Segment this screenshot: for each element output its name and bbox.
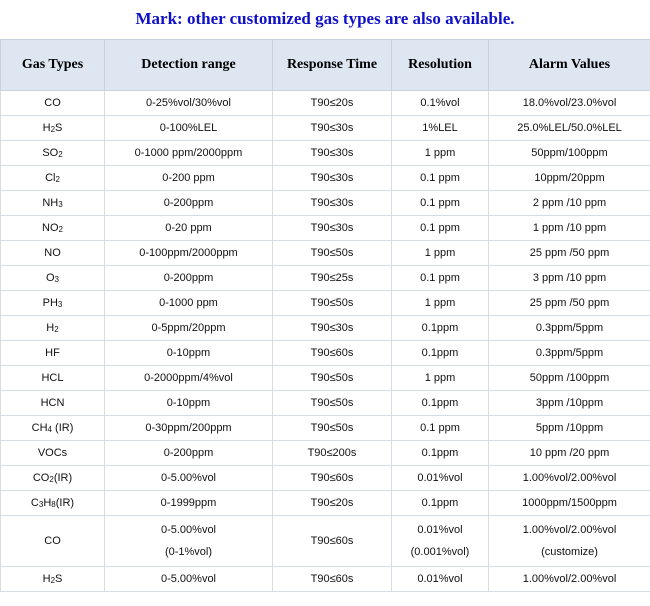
table-body <box>1 91 650 592</box>
cell-text: T90≤50s <box>310 247 354 259</box>
response-time-cell <box>273 141 392 166</box>
alarm-values-cell <box>489 116 650 141</box>
cell-text: T90≤200s <box>307 447 357 459</box>
gas-formula-subscript: 2 <box>50 125 56 134</box>
cell-text: 0-30ppm/200ppm <box>145 422 232 434</box>
cell-text: 0.1 ppm <box>420 222 460 234</box>
cell-text: 5ppm /10ppm <box>535 422 604 434</box>
detection-range-cell <box>105 567 273 592</box>
resolution-cell <box>392 166 489 191</box>
detection-range-cell <box>105 166 273 191</box>
cell-text: 0-200ppm <box>163 197 214 209</box>
gas-formula-text: C <box>30 497 39 509</box>
cell-text: 0-10ppm <box>166 347 211 359</box>
response-time-cell <box>273 116 392 141</box>
resolution-cell <box>392 141 489 166</box>
detection-range-cell <box>105 416 273 441</box>
cell-text: (0.001%vol) <box>410 546 470 558</box>
gas-type-cell <box>1 216 105 241</box>
cell-text: 0-100%LEL <box>159 122 218 134</box>
gas-type-cell <box>1 391 105 416</box>
detection-range-cell <box>105 241 273 266</box>
cell-text: 1.00%vol/2.00%vol <box>522 573 617 585</box>
cell-text: 1 ppm /10 ppm <box>532 222 607 234</box>
table-row <box>1 466 650 491</box>
cell-text: (customize) <box>541 546 598 558</box>
gas-formula-text: HCL <box>41 372 64 384</box>
cell-text: 25 ppm /50 ppm <box>529 297 610 309</box>
gas-type-cell <box>1 416 105 441</box>
gas-type-cell <box>1 291 105 316</box>
cell-text: 25.0%LEL/50.0%LEL <box>517 122 622 134</box>
gas-type-cell <box>1 516 105 567</box>
table-row <box>1 116 650 141</box>
resolution-cell <box>392 291 489 316</box>
gas-type-cell <box>1 166 105 191</box>
detection-range-cell <box>105 116 273 141</box>
gas-type-cell <box>1 191 105 216</box>
detection-range-cell <box>105 216 273 241</box>
cell-text: T90≤30s <box>310 172 354 184</box>
response-time-cell <box>273 441 392 466</box>
table-row <box>1 391 650 416</box>
cell-text: 0.01%vol <box>417 524 463 536</box>
cell-text: 0.1 ppm <box>420 272 460 284</box>
gas-formula-text: CO <box>44 97 61 109</box>
table-row <box>1 516 650 567</box>
gas-type-cell <box>1 491 105 516</box>
cell-text: T90≤30s <box>310 122 354 134</box>
response-time-cell <box>273 241 392 266</box>
gas-formula-subscript: 8 <box>51 500 56 509</box>
alarm-values-cell <box>489 166 650 191</box>
resolution-cell <box>392 316 489 341</box>
response-time-cell <box>273 491 392 516</box>
detection-range-cell <box>105 266 273 291</box>
gas-formula-subscript: 2 <box>58 225 63 234</box>
gas-formula-text: CO <box>32 472 50 484</box>
gas-type-cell <box>1 116 105 141</box>
resolution-cell <box>392 466 489 491</box>
resolution-cell <box>392 266 489 291</box>
alarm-values-cell <box>489 266 650 291</box>
resolution-cell <box>392 491 489 516</box>
cell-text: 1 ppm <box>424 297 456 309</box>
gas-formula-text: S <box>55 122 63 134</box>
cell-text: T90≤50s <box>310 372 354 384</box>
cell-text: 0.1 ppm <box>420 197 460 209</box>
cell-text: 0.1ppm <box>421 347 459 359</box>
detection-range-cell <box>105 466 273 491</box>
gas-formula-subscript: 2 <box>49 475 54 484</box>
cell-text: 2 ppm /10 ppm <box>532 197 607 209</box>
cell-text: 0.1%vol <box>420 97 460 109</box>
gas-formula-text: H <box>42 122 51 134</box>
cell-text: 0.3ppm/5ppm <box>535 347 604 359</box>
gas-formula-text: H <box>46 322 55 334</box>
resolution-cell <box>392 516 489 567</box>
alarm-values-cell <box>489 291 650 316</box>
resolution-cell <box>392 191 489 216</box>
cell-text: 10ppm/20ppm <box>534 172 605 184</box>
cell-text: 1 ppm <box>424 247 456 259</box>
detection-range-cell <box>105 291 273 316</box>
gas-formula-text: PH <box>42 297 58 309</box>
cell-text: T90≤60s <box>310 573 354 585</box>
cell-text: 0-5.00%vol <box>160 472 217 484</box>
detection-range-cell <box>105 341 273 366</box>
detection-range-cell <box>105 316 273 341</box>
cell-text: 0.1ppm <box>421 497 459 509</box>
cell-text: 0-200ppm <box>163 447 214 459</box>
cell-text: 0-100ppm/2000ppm <box>139 247 238 259</box>
detection-range-cell <box>105 516 273 567</box>
cell-text: 1 ppm <box>424 147 456 159</box>
cell-text: 1.00%vol/2.00%vol <box>522 472 617 484</box>
cell-text: 0-1999ppm <box>160 497 217 509</box>
cell-text: 25 ppm /50 ppm <box>529 247 610 259</box>
gas-formula-text: O <box>45 272 55 284</box>
cell-text: 0-20 ppm <box>165 222 212 234</box>
cell-text: 0.1ppm <box>421 397 459 409</box>
response-time-cell <box>273 366 392 391</box>
cell-text: T90≤30s <box>310 197 354 209</box>
table-row <box>1 491 650 516</box>
resolution-cell <box>392 416 489 441</box>
cell-text: 0-1000 ppm/2000ppm <box>134 147 243 159</box>
detection-range-cell <box>105 141 273 166</box>
resolution-cell <box>392 241 489 266</box>
cell-text: 1 ppm <box>424 372 456 384</box>
gas-formula-subscript: 3 <box>57 300 63 309</box>
resolution-cell <box>392 441 489 466</box>
alarm-values-cell <box>489 191 650 216</box>
detection-range-cell <box>105 191 273 216</box>
detection-range-cell <box>105 366 273 391</box>
response-time-cell <box>273 266 392 291</box>
gas-formula-subscript: 3 <box>54 275 59 284</box>
alarm-values-cell <box>489 141 650 166</box>
gas-formula-text: CO <box>44 535 61 547</box>
gas-type-cell <box>1 91 105 116</box>
cell-text: T90≤30s <box>310 222 354 234</box>
alarm-values-cell <box>489 91 650 116</box>
resolution-cell <box>392 116 489 141</box>
alarm-values-cell <box>489 441 650 466</box>
cell-text: 18.0%vol/23.0%vol <box>522 97 617 109</box>
alarm-values-cell <box>489 216 650 241</box>
table-row <box>1 441 650 466</box>
cell-text: 0.1 ppm <box>420 172 460 184</box>
response-time-cell <box>273 416 392 441</box>
resolution-cell <box>392 366 489 391</box>
cell-text: T90≤20s <box>310 97 354 109</box>
gas-formula-text: NH <box>42 197 59 209</box>
gas-type-cell <box>1 241 105 266</box>
cell-text: 0-2000ppm/4%vol <box>144 372 233 384</box>
response-time-cell <box>273 567 392 592</box>
cell-text: 0-1000 ppm <box>159 297 218 309</box>
alarm-values-cell <box>489 316 650 341</box>
cell-text: 0-5.00%vol <box>160 573 217 585</box>
cell-text: T90≤50s <box>310 422 354 434</box>
alarm-values-cell <box>489 241 650 266</box>
resolution-cell <box>392 341 489 366</box>
detection-range-cell <box>105 491 273 516</box>
gas-formula-text: H <box>42 573 51 585</box>
gas-formula-text: S <box>55 573 63 585</box>
gas-formula-text: (IR) <box>51 422 74 434</box>
gas-formula-text: CH <box>31 422 48 434</box>
table-row <box>1 366 650 391</box>
response-time-cell <box>273 516 392 567</box>
detection-range-cell <box>105 91 273 116</box>
cell-text: T90≤30s <box>310 322 354 334</box>
response-time-cell <box>273 391 392 416</box>
cell-text: T90≤25s <box>310 272 354 284</box>
gas-formula-subscript: 2 <box>54 325 59 334</box>
gas-formula-text: H <box>43 497 52 509</box>
table-row <box>1 416 650 441</box>
cell-text: 1.00%vol/2.00%vol <box>522 524 617 536</box>
cell-text: T90≤20s <box>310 497 354 509</box>
response-time-cell <box>273 91 392 116</box>
cell-text: 0.1ppm <box>421 447 459 459</box>
response-time-cell <box>273 166 392 191</box>
gas-type-cell <box>1 266 105 291</box>
cell-text: 0.01%vol <box>417 472 463 484</box>
cell-text: 0.1 ppm <box>420 422 460 434</box>
alarm-values-cell <box>489 567 650 592</box>
gas-spec-table <box>0 39 650 592</box>
header-response-time: Response Time <box>273 40 392 91</box>
gas-formula-text: SO <box>42 147 59 159</box>
gas-type-cell <box>1 466 105 491</box>
cell-text: 0.01%vol <box>417 573 463 585</box>
resolution-cell <box>392 391 489 416</box>
cell-text: 50ppm/100ppm <box>531 147 608 159</box>
gas-formula-subscript: 3 <box>58 200 63 209</box>
gas-type-cell <box>1 567 105 592</box>
gas-formula-subscript: 2 <box>55 175 60 184</box>
table-row <box>1 91 650 116</box>
resolution-cell <box>392 567 489 592</box>
gas-formula-text: NO <box>42 222 59 234</box>
cell-text: 0-25%vol/30%vol <box>146 97 231 109</box>
cell-text: 0.3ppm/5ppm <box>535 322 604 334</box>
table-row <box>1 341 650 366</box>
table-row <box>1 166 650 191</box>
gas-formula-text: HF <box>45 347 60 359</box>
response-time-cell <box>273 341 392 366</box>
resolution-cell <box>392 216 489 241</box>
alarm-values-cell <box>489 416 650 441</box>
gas-formula-subscript: 2 <box>50 576 56 585</box>
cell-text: 0-200ppm <box>163 272 214 284</box>
gas-formula-subscript: 2 <box>58 150 63 159</box>
response-time-cell <box>273 216 392 241</box>
cell-text: T90≤60s <box>310 535 354 547</box>
cell-text: 0-5.00%vol <box>160 524 217 536</box>
cell-text: 0.1ppm <box>421 322 459 334</box>
cell-text: 50ppm /100ppm <box>529 372 610 384</box>
gas-formula-text: Cl <box>45 172 56 184</box>
cell-text: 10 ppm /20 ppm <box>529 447 610 459</box>
gas-type-cell <box>1 341 105 366</box>
response-time-cell <box>273 316 392 341</box>
table-row <box>1 567 650 592</box>
response-time-cell <box>273 466 392 491</box>
gas-formula-subscript: 4 <box>47 425 52 434</box>
cell-text: T90≤50s <box>310 297 354 309</box>
table-row <box>1 316 650 341</box>
cell-text: T90≤30s <box>310 147 354 159</box>
table-row <box>1 291 650 316</box>
resolution-cell <box>392 91 489 116</box>
cell-text: (0-1%vol) <box>164 546 213 558</box>
table-row <box>1 191 650 216</box>
detection-range-cell <box>105 391 273 416</box>
table-row <box>1 216 650 241</box>
gas-formula-text: VOCs <box>37 447 68 459</box>
cell-text: 0-200 ppm <box>162 172 215 184</box>
table-row <box>1 241 650 266</box>
note-banner: Mark: other customized gas types are also available. <box>135 9 515 28</box>
response-time-cell <box>273 291 392 316</box>
cell-text: T90≤50s <box>310 397 354 409</box>
alarm-values-cell <box>489 516 650 567</box>
gas-type-cell <box>1 141 105 166</box>
header-row <box>1 40 650 91</box>
gas-formula-text: HCN <box>40 397 65 409</box>
alarm-values-cell <box>489 341 650 366</box>
header-resolution: Resolution <box>392 40 489 91</box>
alarm-values-cell <box>489 491 650 516</box>
cell-text: T90≤60s <box>310 472 354 484</box>
cell-text: 1000ppm/1500ppm <box>522 497 617 509</box>
gas-formula-subscript: 3 <box>38 500 44 509</box>
cell-text: 1%LEL <box>422 122 458 134</box>
cell-text: 0-10ppm <box>166 397 211 409</box>
detection-range-cell <box>105 441 273 466</box>
alarm-values-cell <box>489 366 650 391</box>
response-time-cell <box>273 191 392 216</box>
gas-type-cell <box>1 316 105 341</box>
table-row <box>1 141 650 166</box>
gas-formula-text: (IR) <box>55 497 75 509</box>
cell-text: 0-5ppm/20ppm <box>151 322 226 334</box>
gas-formula-text: NO <box>44 247 61 259</box>
header-alarm-values: Alarm Values <box>489 40 650 91</box>
gas-type-cell <box>1 366 105 391</box>
alarm-values-cell <box>489 391 650 416</box>
gas-formula-text: (IR) <box>53 472 73 484</box>
table-row <box>1 266 650 291</box>
gas-type-cell <box>1 441 105 466</box>
cell-text: T90≤60s <box>310 347 354 359</box>
header-detection-range: Detection range <box>105 40 273 91</box>
alarm-values-cell <box>489 466 650 491</box>
header-gas-types: Gas Types <box>1 40 105 91</box>
cell-text: 3 ppm /10 ppm <box>532 272 607 284</box>
cell-text: 3ppm /10ppm <box>535 397 604 409</box>
